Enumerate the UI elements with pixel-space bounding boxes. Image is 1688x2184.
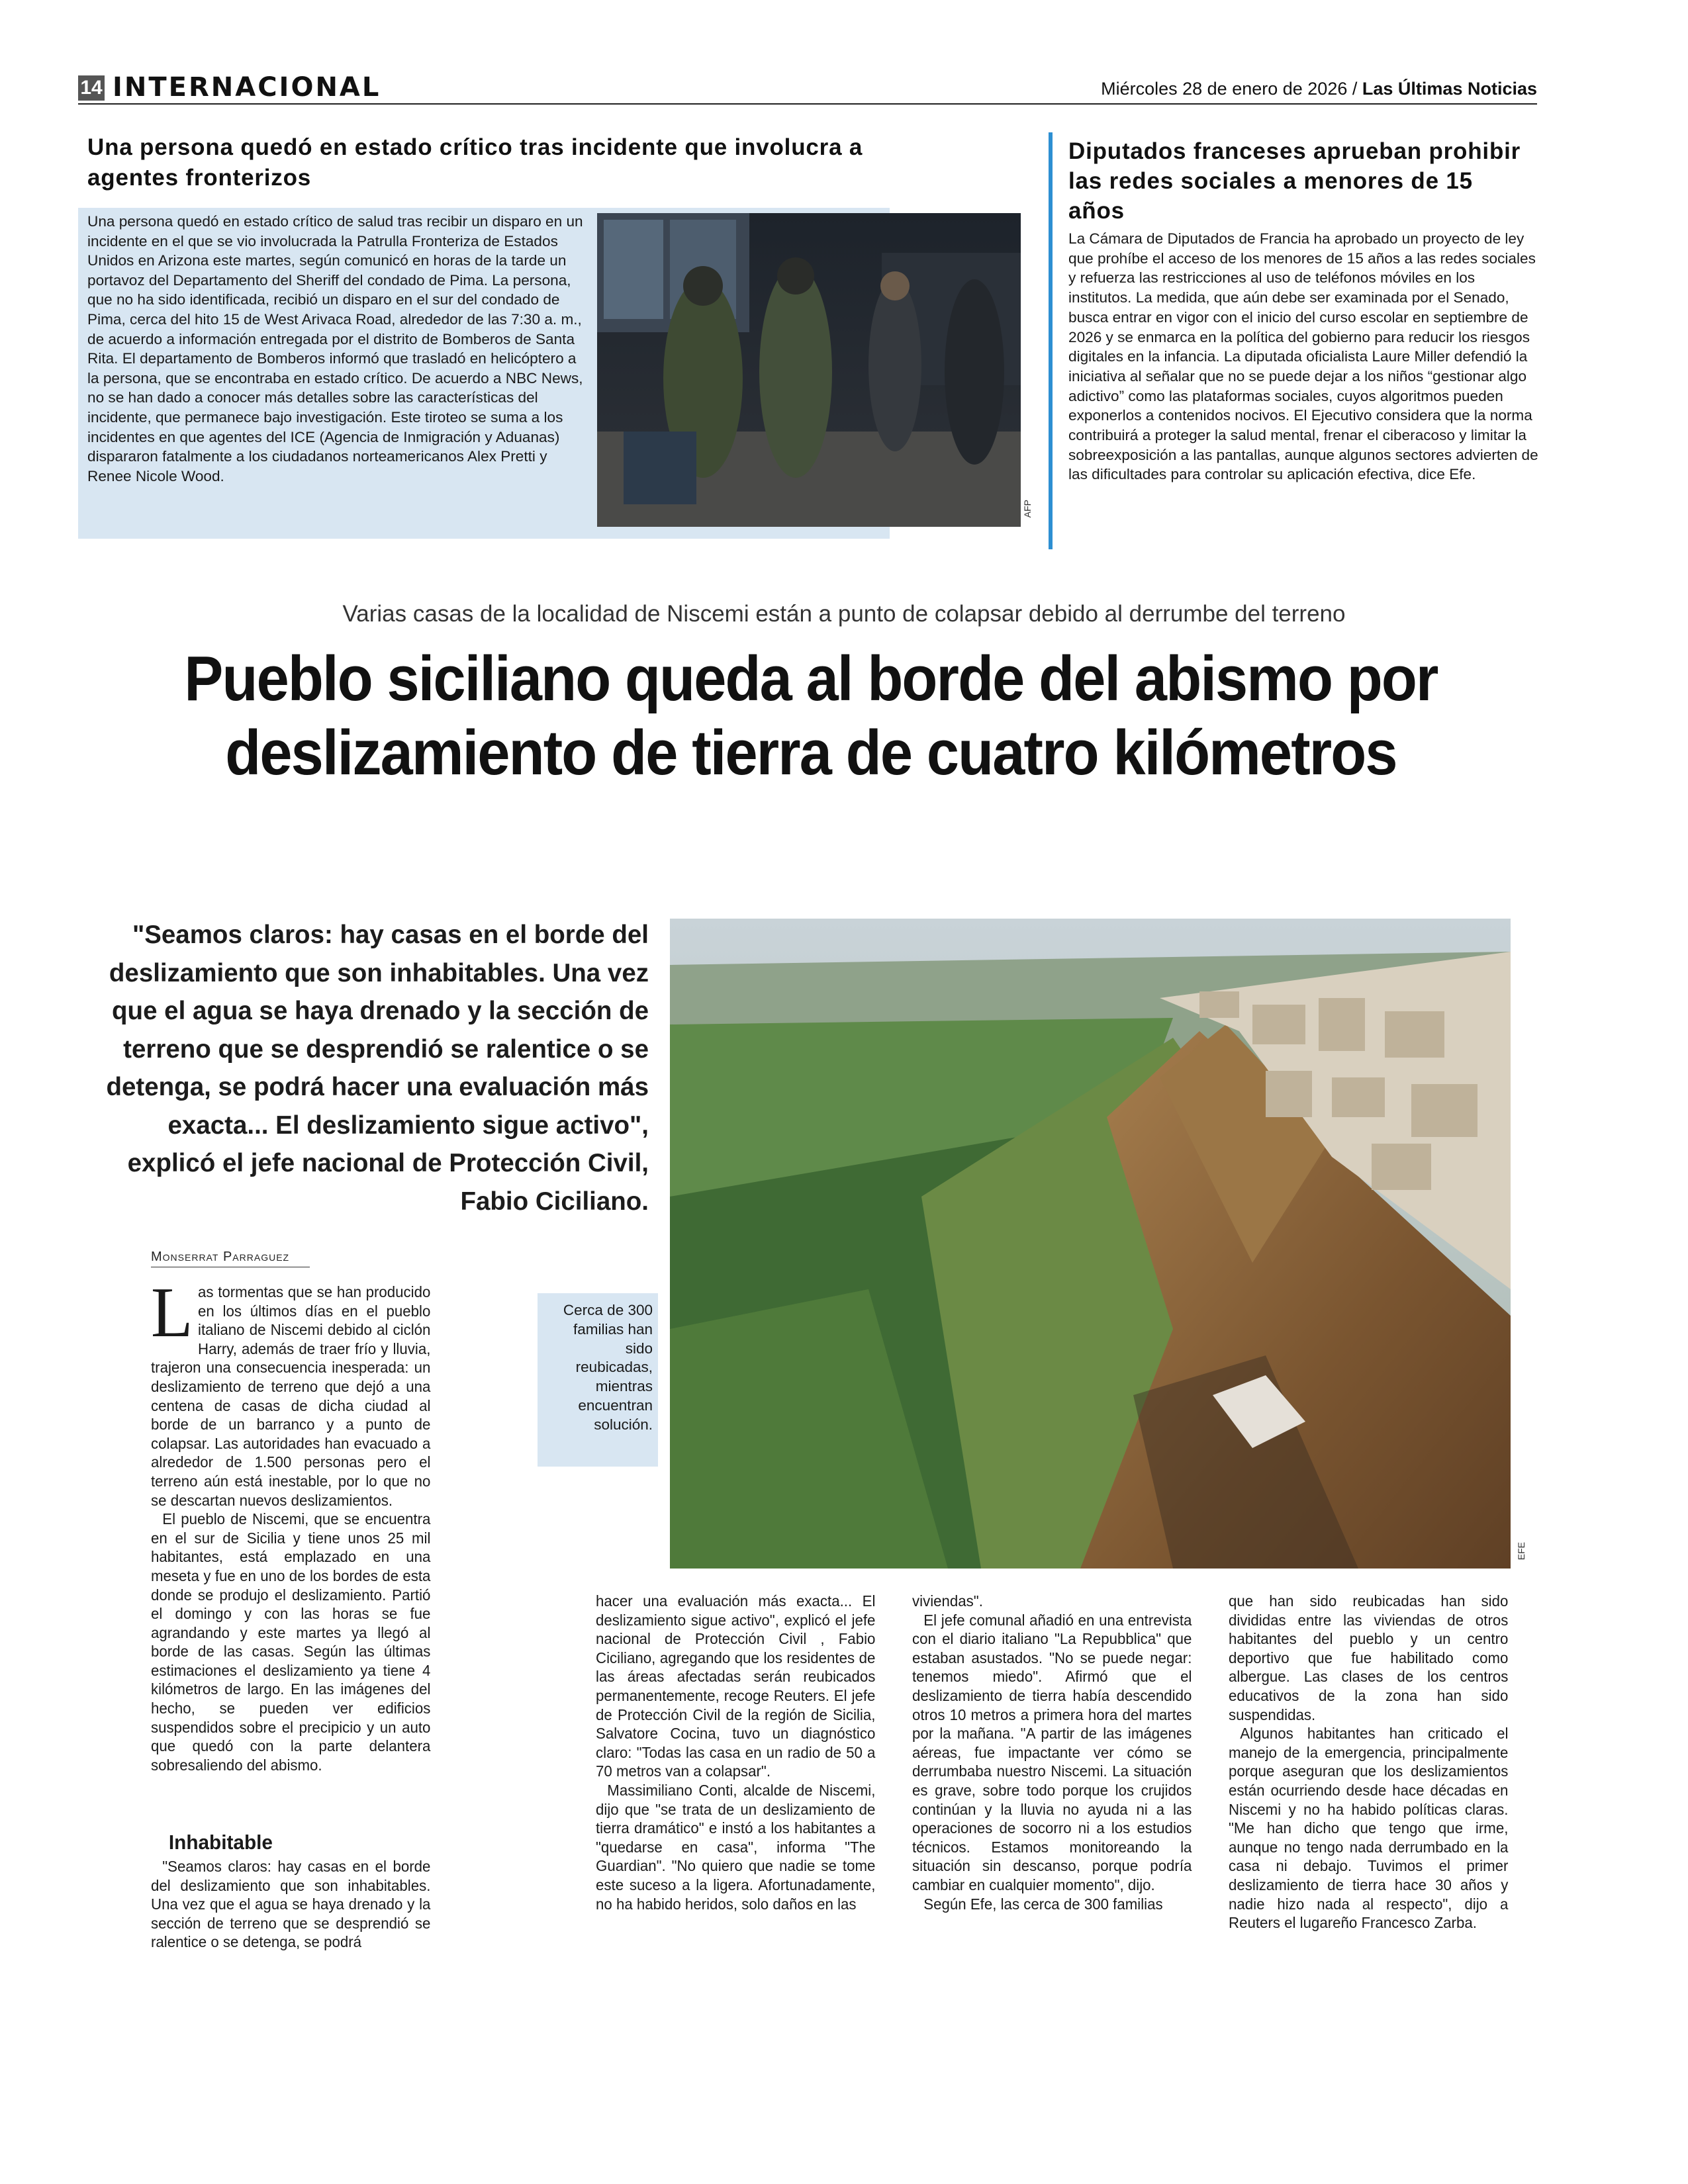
body-paragraph <box>151 1273 431 1510</box>
main-kicker: Varias casas de la localidad de Niscemi están a punto de colapsar debido al derrumbe del terreno <box>342 601 1346 627</box>
drop-cap: L <box>151 1273 193 1352</box>
body-paragraph: viviendas". <box>912 1592 983 1610</box>
border-photo-credit: AFP <box>1022 500 1033 518</box>
main-headline: Pueblo siciliano queda al borde del abismo por deslizamiento de tierra de cuatro kilómetros <box>184 643 1438 788</box>
body-paragraph: "Seamos claros: hay casas en el borde del deslizamiento que son inhabitables. Una vez que el agua se haya drenado y la sección de terreno que se desprendió se ralentice o se detenga, se podrá <box>151 1858 431 1951</box>
body-column-2 <box>596 1592 875 1913</box>
header-rule <box>78 103 1537 105</box>
landslide-photo-credit: EFE <box>1516 1542 1526 1561</box>
body-paragraph: que han sido reubicadas han sido divididas entre las viviendas de otros habitantes del pueblo y un centro deportivo que fue habilitado como albergue. Las clases de los centros educativos de la zona han sido suspendidas. <box>1229 1592 1509 1723</box>
body-paragraph: El jefe comunal añadió en una entrevista con el diario italiano "La Repubblica" que estaban asustados. "No se puede negar: tenemos miedo". Afirmó que el deslizamiento de tierra había descendido otros 10 metros a primera hora del martes por la mañana. "A partir de las imágenes aéreas, fue impactante ver cómo se derrumbaba nuestro Niscemi. La situación es grave, sobre todo porque los crujidos continúan y la lluvia no ayuda ni a las operaciones de socorro ni a los estudios técnicos. Estamos monitoreando la situación sin descanso, porque podría cambiar en cualquier momento", dijo. <box>912 1611 1192 1893</box>
byline: Monserrat Parraguez <box>151 1250 290 1264</box>
subheading: Inhabitable <box>168 1831 273 1854</box>
body-paragraph: Algunos habitantes han criticado el manejo de la emergencia, principalmente porque aseguran que los deslizamientos están ocurriendo desde hace décadas en Niscemi y no ha habido políticas claras. "Me han dicho que tengo que irme, aunque no tengo nada derrumbado en la casa ni debajo. Tuvimos el primer deslizamiento de tierra hace 30 años y nadie hizo nada al respecto", dijo a Reuters el lugareño Francesco Zarba. <box>1229 1725 1509 1932</box>
newspaper-name: Las Últimas Noticias <box>1362 79 1537 99</box>
date-separator: / <box>1352 79 1358 99</box>
body-column-3 <box>912 1592 1192 1913</box>
section-name: INTERNACIONAL <box>113 72 381 103</box>
body-column-4 <box>1229 1592 1508 1933</box>
paragraph-text: as tormentas que se han producido en los últimos días en el pueblo italiano de Niscemi debido al ciclón Harry, además de traer frío y lluvia, trajeron una consecuencia inesperada: un deslizamiento de terreno que dejó a una centena de casas de dicha ciudad al borde de un barranco y a punto de colapsar. Las autoridades han evacuado a alrededor de 1.500 personas pero el terreno aún está inestable, por lo que no se descartan nuevos deslizamientos. <box>151 1283 431 1509</box>
body-paragraph: Massimiliano Conti, alcalde de Niscemi, dijo que "se trata de un deslizamiento de tierra dramático" e instó a los habitantes a "quedarse en casa", informa "The Guardian". "No quiero que nadie se tome este suceso a la ligera. Afortunadamente, no ha habido heridos, solo daños en las <box>596 1781 876 1913</box>
main-pullquote: "Seamos claros: hay casas en el borde del deslizamiento que son inhabitables. Una vez que el agua se haya drenado y la sección de terreno que se desprendió se ralentice o se detenga, se podrá hacer una evaluación más exacta... El deslizamiento sigue activo", explicó el jefe nacional de Protección Civil, Fabio Ciciliano. <box>106 921 649 1216</box>
border-story-title: Una persona quedó en estado crítico tras incidente que involucra a agentes fronterizos <box>87 134 863 191</box>
body-paragraph: El pueblo de Niscemi, que se encuentra en el sur de Sicilia y tiene unos 25 mil habitantes, está emplazado en una meseta y fue en uno de los bordes de esta donde se produjo el deslizamiento. Partió el domingo y con las horas se fue agrandando y este martes ya llegó al borde de las casas. Según las últimas estimaciones el deslizamiento ya tiene 4 kilómetros de largo. En las imágenes del hecho, se pueden ver edificios suspendidos sobre el precipicio y un auto que quedó con la parte delantera sobresaliendo del abismo. <box>151 1510 431 1774</box>
landslide-aerial-photo <box>670 919 1511 1569</box>
france-story-title: Diputados franceses aprueban prohibir las redes sociales a menores de 15 años <box>1068 138 1521 224</box>
photo-caption: Cerca de 300 familias han sido reubicadas, mientras encuentran solución. <box>563 1302 653 1433</box>
france-story-accent-bar <box>1049 132 1053 549</box>
header-date-line <box>1101 77 1537 101</box>
issue-date: Miércoles 28 de enero de 2026 <box>1101 79 1348 99</box>
france-story-body: La Cámara de Diputados de Francia ha aprobado un proyecto de ley que prohíbe el acceso de los menores de 15 años a las redes sociales y refuerza las restricciones al uso de teléfonos móviles en los institutos. La medida, que aún debe ser examinada por el Senado, busca entrar en vigor con el inicio del curso escolar en septiembre de 2026 y se enmarca en la política del gobierno para reducir los riesgos digitales en la infancia. La diputada oficialista Laure Miller defendió la iniciativa al señalar que no se puede dejar a los niños “gestionar algo adictivo” como las plataformas sociales, cuyos algoritmos pueden exponerlos a contenidos nocivos. El Ejecutivo considera que la norma contribuirá a proteger la salud mental, frenar el ciberacoso y limitar la sobreexposición a las pantallas, aunque algunos sectores advierten de las dificultades para controlar su aplicación efectiva, dice Efe. <box>1068 230 1538 483</box>
border-story-body: Una persona quedó en estado crítico de salud tras recibir un disparo en un incidente en el que se vio involucrada la Patrulla Fronteriza de Estados Unidos en Arizona este martes, según comunicó en horas de la tarde un portavoz del Departamento del Sheriff del condado de Pima. La persona, que no ha sido identificada, recibió un disparo en el sur del condado de Pima, cerca del hito 15 de West Arivaca Road, alrededor de las 7:30 a. m., de acuerdo a información entregada por el distrito de Bomberos de Santa Rita. El departamento de Bomberos informó que trasladó en helicóptero a la persona, que se encontraba en estado crítico. De acuerdo a NBC News, no se han dado a conocer más detalles sobre las características del incidente, que permanece bajo investigación. Este tiroteo se suma a los incidentes en que agentes del ICE (Agencia de Inmigración y Aduanas) dispararon fatalmente a los ciudadanos norteamericanos Alex Pretti y Renee Nicole Wood. <box>87 213 583 484</box>
body-column-1 <box>151 1273 431 1774</box>
page-number: 14 <box>78 75 105 101</box>
body-column-1-continued <box>151 1819 430 1952</box>
body-paragraph: hacer una evaluación más exacta... El deslizamiento sigue activo", explicó el jefe nacional de Protección Civil , Fabio Ciciliano, agregando que los residentes de las áreas afectadas serán reubicados permanentemente, recoge Reuters. El jefe de Protección Civil de la región de Sicilia, Salvatore Cocina, tuvo un diagnóstico claro: "Todas las casa en un radio de 50 a 70 metros van a colapsar". <box>596 1592 876 1780</box>
border-agents-photo <box>597 213 1021 527</box>
body-paragraph: Según Efe, las cerca de 300 familias <box>923 1895 1163 1913</box>
